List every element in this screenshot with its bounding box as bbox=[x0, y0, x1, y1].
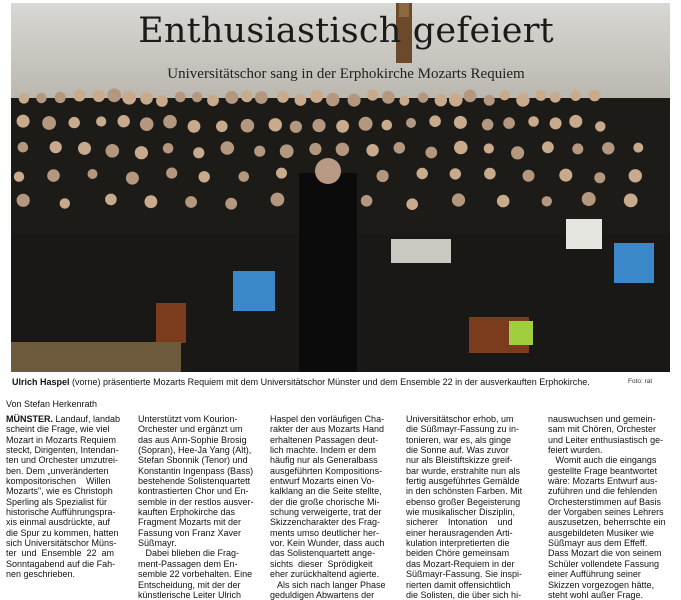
singer-head bbox=[295, 94, 307, 106]
singer-head bbox=[255, 91, 268, 104]
singer-head bbox=[105, 194, 117, 206]
caption-name: Ulrich Haspel bbox=[12, 377, 70, 387]
singer-head bbox=[277, 91, 289, 103]
singer-head bbox=[107, 88, 121, 102]
singer-head bbox=[482, 119, 494, 131]
singer-head bbox=[602, 142, 614, 154]
singer-head bbox=[88, 169, 98, 179]
singer-head bbox=[93, 90, 105, 102]
singer-head bbox=[452, 193, 465, 206]
singer-head bbox=[140, 117, 154, 131]
singer-head bbox=[42, 116, 56, 130]
singer-head bbox=[406, 198, 418, 210]
singer-head bbox=[624, 194, 638, 208]
singer-head bbox=[359, 117, 373, 131]
singer-head bbox=[241, 119, 255, 133]
singer-head bbox=[126, 172, 139, 185]
singer-head bbox=[145, 195, 158, 208]
singer-head bbox=[271, 193, 285, 207]
singer-head bbox=[523, 170, 535, 182]
singer-head bbox=[326, 93, 339, 106]
singer-head bbox=[336, 120, 349, 133]
singer-head bbox=[312, 119, 325, 132]
singer-head bbox=[464, 90, 477, 103]
singer-head bbox=[425, 147, 437, 159]
singer-head bbox=[484, 95, 495, 106]
singer-head bbox=[572, 143, 583, 154]
singer-head bbox=[499, 90, 509, 100]
singer-head bbox=[594, 172, 605, 183]
singer-head bbox=[582, 192, 596, 206]
singer-head bbox=[50, 141, 62, 153]
singer-head bbox=[633, 143, 643, 153]
singer-head bbox=[550, 117, 562, 129]
singer-head bbox=[497, 195, 510, 208]
singer-head bbox=[175, 92, 186, 103]
singer-head bbox=[377, 170, 389, 182]
singer-head bbox=[559, 169, 572, 182]
singer-head bbox=[239, 171, 250, 182]
caption-text: (vorne) präsentierte Mozarts Requiem mit dem Universitätschor Münster und dem Ensemble 22 in der ausverkauften Erphokirche. bbox=[69, 377, 590, 387]
singer-head bbox=[166, 168, 177, 179]
article-column-5: nauswuchsen und gemein- sam mit Chören, Orchester und Leiter enthusiastisch ge- feiert wurden. Womit auch die eingangs gestellte Frage beantwortet wäre: Mozarts Entwurf aus- zuführen und die fehlenden Orchesterstimmen auf Basis der Vorgaben seines Lehrers auszusetzen, beherrschte ein ausgebildeten Musiker wie Süßmayr aus dem Effeff. Dass Mozart die von seinem Schüler vollendete Fassung einer Aufführung seiner Skizzen vorgezogen hätte, steht wohl außer Frage. bbox=[548, 414, 666, 600]
singer-head bbox=[484, 143, 494, 153]
singer-head bbox=[55, 92, 66, 103]
singer-head bbox=[96, 116, 106, 126]
concert-photo bbox=[11, 3, 670, 372]
article-column-3: Haspel den vorläufigen Cha- rakter der aus Mozarts Hand erhaltenen Passagen deut- lich machte. Indem er dem häufig nur als Generalbass ausgeführten Kompositions- entwurf Mozarts einen Vo- kalklang an die Seite stellte, der die große chorische Mi- schung verweigerte, trat der Skizzencharakter des Frag- ments umso deutlicher her- vor. Kein Wunder, dass auch das Solistenquartett ange- sichts dieser Sprödigkeit eher zurückhaltend agierte. Als sich nach langer Phase geduldigen Abwartens der bbox=[270, 414, 386, 600]
singer-head bbox=[516, 93, 529, 106]
singer-head bbox=[367, 90, 378, 101]
singer-head bbox=[276, 168, 287, 179]
singer-head bbox=[106, 144, 120, 158]
headline: Enthusiastisch gefeiert bbox=[138, 11, 554, 51]
singer-head bbox=[542, 196, 552, 206]
singer-head bbox=[36, 93, 46, 103]
singer-head bbox=[216, 121, 228, 133]
singer-head bbox=[528, 116, 539, 127]
singer-head bbox=[569, 115, 582, 128]
singer-head bbox=[348, 94, 361, 107]
singer-head bbox=[188, 120, 201, 133]
singer-head bbox=[361, 195, 373, 207]
singer-head bbox=[336, 143, 349, 156]
singer-head bbox=[156, 95, 168, 107]
singer-head bbox=[163, 143, 174, 154]
singer-head bbox=[207, 94, 219, 106]
singer-head bbox=[589, 90, 601, 102]
singer-head bbox=[17, 194, 30, 207]
singer-head bbox=[118, 115, 130, 127]
singer-head bbox=[570, 91, 581, 102]
singer-head bbox=[450, 168, 461, 179]
singer-head bbox=[60, 198, 70, 208]
singer-head bbox=[542, 141, 554, 153]
singer-head bbox=[163, 115, 177, 129]
singer-head bbox=[417, 168, 428, 179]
singer-head bbox=[629, 169, 642, 182]
singer-head bbox=[595, 121, 605, 131]
singer-head bbox=[280, 144, 294, 158]
column-1-text: Landauf, landab scheint die Frage, wie viel Mozart in Mozarts Requiem steckt, Dirigenten, Intendan- ten und Orchester umzutrei- ben. Dem „unveränderten kompositorischen Willen Mozarts", wie es Christoph Sperling als Spezialist für historische Aufführungspra- xis einmal ausdrückte, auf die Spur zu kommen, hatten sich Universitätschor Müns- ter und Ensemble 22 am Sonntagabend auf die Fah- nen geschrieben. bbox=[6, 414, 121, 580]
singer-head bbox=[185, 196, 197, 208]
singer-head bbox=[199, 171, 210, 182]
article-column-4: Universitätschor erhob, um die Süßmayr-Fassung zu in- tonieren, war es, als ginge die Sonne auf. Was zuvor nur als Bleistiftskizze greif- bar wurde, erstrahlte nun als fertig ausgeführtes Gemälde in den schönsten Farben. Mit ebenso großer Begeisterung wie musikalischer Disziplin, sicherer Intonation und einer herausragenden Arti- kulation interpretierten die beiden Chöre gemeinsam das Mozart-Requiem in der Süßmayr-Fassung. Sie inspi- rierten damit offensichtlich die Solisten, die über sich hi- bbox=[406, 414, 523, 600]
singer-head bbox=[366, 144, 378, 156]
singer-head bbox=[290, 121, 302, 133]
photo-credit: Foto: rat bbox=[628, 378, 653, 385]
singer-head bbox=[254, 146, 265, 157]
singer-head bbox=[484, 168, 496, 180]
singer-head bbox=[382, 120, 393, 131]
singer-head bbox=[511, 146, 524, 159]
singer-head bbox=[399, 96, 409, 106]
singer-head bbox=[449, 93, 463, 107]
singer-head bbox=[73, 90, 85, 102]
singer-head bbox=[394, 142, 406, 154]
photo-caption bbox=[12, 377, 590, 387]
article-column-2: Unterstützt vom Kourion- Orchester und ergänzt um das aus Ann-Sophie Brosig (Sopran), Hee-Ja Yang (Alt), Stefan Sbonnik (Tenor) und Konstantin Ingenpass (Bass) bestehende Solistenquartett kontrastierten Chor und En- semble in der restlos ausver- kauften Erphokirche das Fragment Mozarts mit der Fassung von Franz Xaver Süßmayr. Dabei blieben die Frag- ment-Passagen dem En- semble 22 vorbehalten. Eine Entscheidung, mit der der künstlerische Leiter Ulrich bbox=[138, 414, 254, 600]
singer-head bbox=[454, 141, 468, 155]
singer-head bbox=[241, 90, 253, 102]
singer-head bbox=[429, 115, 441, 127]
singer-head bbox=[193, 147, 204, 158]
singer-head bbox=[550, 92, 561, 103]
singer-head bbox=[78, 142, 91, 155]
singer-head bbox=[225, 198, 237, 210]
singer-head bbox=[535, 90, 546, 101]
subheadline: Universitätschor sang in der Erphokirche Mozarts Requiem bbox=[167, 66, 525, 82]
singer-head bbox=[382, 91, 395, 104]
singer-head bbox=[135, 146, 148, 159]
singer-head bbox=[69, 117, 80, 128]
dateline: MÜNSTER. bbox=[6, 414, 53, 424]
singer-head bbox=[14, 172, 24, 182]
singer-head bbox=[225, 91, 238, 104]
singer-head bbox=[269, 118, 282, 131]
article-column-1 bbox=[6, 414, 120, 580]
singer-head bbox=[19, 93, 29, 103]
singer-head bbox=[309, 143, 321, 155]
singer-head bbox=[221, 141, 235, 155]
singer-head bbox=[435, 94, 447, 106]
singer-head bbox=[140, 92, 153, 105]
choir-photo-graphic bbox=[11, 3, 670, 372]
singer-head bbox=[47, 169, 60, 182]
singer-head bbox=[192, 92, 202, 102]
singer-head bbox=[17, 115, 30, 128]
singer-head bbox=[454, 116, 467, 129]
singer-head bbox=[503, 117, 515, 129]
byline: Von Stefan Herkenrath bbox=[6, 399, 98, 409]
singer-head bbox=[310, 90, 323, 103]
singer-head bbox=[418, 92, 428, 102]
singer-head bbox=[18, 142, 29, 153]
singer-head bbox=[406, 118, 416, 128]
singer-head bbox=[122, 91, 136, 105]
